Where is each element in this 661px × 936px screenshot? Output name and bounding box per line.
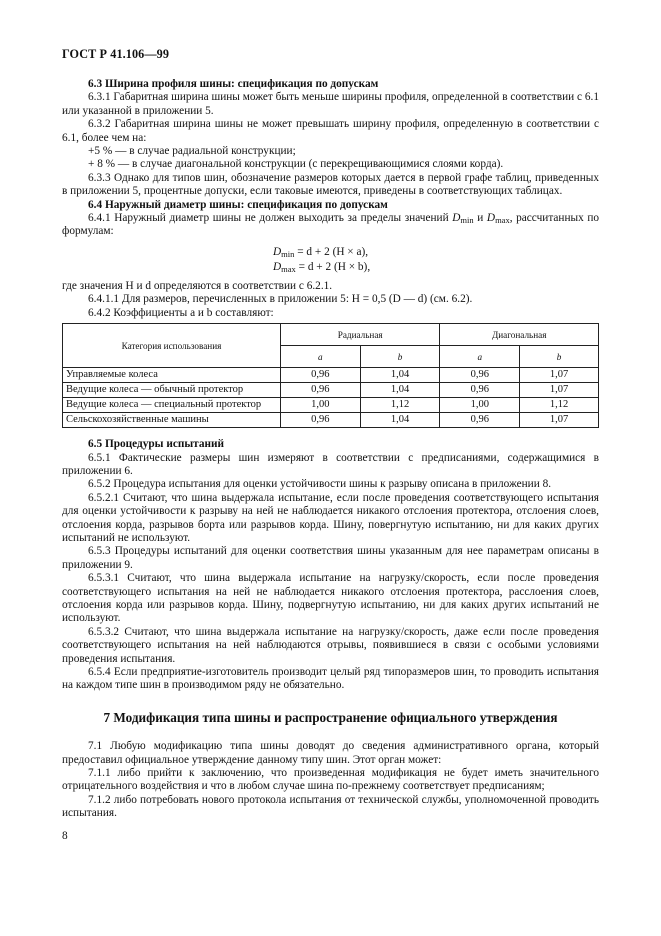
subscript-max: max bbox=[281, 264, 296, 275]
header-radial-b: b bbox=[360, 346, 440, 368]
table-cell-category: Сельскохозяйственные машины bbox=[63, 413, 281, 428]
table-row bbox=[63, 398, 599, 413]
para-6-3-2-item-2: + 8 % — в случае диагональной конструкции (с перекрещивающимися слоями корда). bbox=[88, 158, 504, 171]
table-cell: 1,04 bbox=[360, 368, 440, 383]
table-cell: 0,96 bbox=[280, 368, 360, 383]
table-cell: 0,96 bbox=[440, 368, 520, 383]
header-category: Категория использования bbox=[63, 324, 281, 368]
table-cell-category: Ведущие колеса — обычный протектор bbox=[63, 383, 281, 398]
table-cell: 0,96 bbox=[440, 413, 520, 428]
formula-dmin bbox=[273, 245, 599, 261]
para-6-3-3: 6.3.3 Однако для типов шин, обозначение размеров которых дается в первой графе таблиц, приведенных в приложении 5, процентные допуски, если таковые имеются, приведены в соответствующих таблицах. bbox=[62, 171, 599, 198]
section-6-3-title: 6.3 Ширина профиля шины: спецификация по допускам bbox=[88, 78, 379, 90]
table-cell: 0,96 bbox=[280, 383, 360, 398]
header-diagonal-b: b bbox=[520, 346, 599, 368]
subscript-max: max bbox=[495, 215, 510, 226]
para-6-3-2-item-1: +5 % — в случае радиальной конструкции; bbox=[88, 145, 296, 158]
header-radial: Радиальная bbox=[280, 324, 440, 346]
para-6-4-1-1: 6.4.1.1 Для размеров, перечисленных в приложении 5: H = 0,5 (D — d) (см. 6.2). bbox=[88, 293, 473, 306]
table-cell: 1,12 bbox=[360, 398, 440, 413]
table-cell: 0,96 bbox=[440, 383, 520, 398]
header-radial-a: a bbox=[280, 346, 360, 368]
table-cell: 1,12 bbox=[520, 398, 599, 413]
table-row bbox=[63, 368, 599, 383]
subscript-min: min bbox=[281, 248, 295, 259]
table-row bbox=[63, 413, 599, 428]
section-6-4-title: 6.4 Наружный диаметр шины: спецификация по допускам bbox=[88, 198, 388, 211]
table-cell-category: Ведущие колеса — специальный протектор bbox=[63, 398, 281, 413]
table-cell: 1,04 bbox=[360, 413, 440, 428]
table-cell: 0,96 bbox=[280, 413, 360, 428]
para-6-5-2-1: 6.5.2.1 Считают, что шина выдержала испытание, если после проведения соответствующего испытания для оценки устойчивости к разрыву на ней не наблюдается никакого отслоения протектора, отслоения слоев, отслоения корда, разрывов борта или разрывов корда. Шину, повергнутую испытанию, ни для каких других испытаний не используют. bbox=[62, 491, 599, 544]
table-row bbox=[63, 383, 599, 398]
document-header: ГОСТ Р 41.106—99 bbox=[62, 47, 170, 61]
para-7-1-2: 7.1.2 либо потребовать нового протокола испытания от технической службы, уполномоченной проводить испытания. bbox=[62, 793, 599, 820]
para-6-4-2: 6.4.2 Коэффициенты a и b составляют: bbox=[88, 306, 274, 319]
para-6-4-1-text: 6.4.1 Наружный диаметр шины не должен выходить за пределы значений bbox=[88, 212, 449, 225]
table-cell-category: Управляемые колеса bbox=[63, 368, 281, 383]
table-cell: 1,07 bbox=[520, 383, 599, 398]
formula-eq2: = d + 2 (H × b), bbox=[295, 261, 371, 274]
subscript-min: min bbox=[460, 215, 474, 226]
formula-eq1: = d + 2 (H × a), bbox=[294, 245, 369, 258]
symbol-d: D bbox=[273, 261, 282, 274]
para-6-3-1: 6.3.1 Габаритная ширина шины может быть меньше ширины профиля, определенной в соответствии с 6.1 или указанной в приложении 5. bbox=[62, 91, 599, 117]
table-cell: 1,00 bbox=[440, 398, 520, 413]
coefficient-table bbox=[62, 323, 599, 428]
table-cell: 1,04 bbox=[360, 383, 440, 398]
table-cell: 1,07 bbox=[520, 368, 599, 383]
formula-block bbox=[273, 245, 599, 276]
para-6-5-3-2: 6.5.3.2 Считают, что шина выдержала испытание на нагрузку/скорость, даже если после проведения соответствующего испытания на ней наблюдаются отрывы, появившиеся в связи с особыми условиями проведения испытания. bbox=[62, 625, 599, 665]
para-6-4-1 bbox=[62, 212, 599, 239]
para-6-5-3: 6.5.3 Процедуры испытаний для оценки соответствия шины указанным для нее параметрам описаны в приложении 9. bbox=[62, 545, 599, 571]
para-7-1: 7.1 Любую модификацию типа шины доводят до сведения административного органа, который предоставил официальное утверждение данному типу шин. Этот орган может: bbox=[62, 740, 599, 766]
header-diagonal: Диагональная bbox=[440, 324, 599, 346]
para-6-5-1: 6.5.1 Фактические размеры шин измеряют в соответствии с предписаниями, содержащимися в приложении 6. bbox=[62, 451, 599, 477]
para-6-5-2: 6.5.2 Процедура испытания для оценки устойчивости шины к разрыву описана в приложении 8. bbox=[88, 478, 552, 491]
para-6-5-4: 6.5.4 Если предприятие-изготовитель производит целый ряд типоразмеров шин, то проводить испытания на каждом типе шин в производимом ряду не обязательно. bbox=[62, 666, 599, 692]
section-6-5-title: 6.5 Процедуры испытаний bbox=[88, 438, 225, 451]
para-6-4-1-tail: , рассчитанных по формулам: bbox=[62, 212, 600, 238]
document-body bbox=[62, 78, 599, 821]
symbol-d: D bbox=[486, 212, 496, 225]
symbol-d: D bbox=[452, 212, 461, 225]
section-7-title: 7 Модификация типа шины и распространение официального утверждения bbox=[103, 709, 558, 725]
formula-dmax bbox=[273, 260, 599, 276]
symbol-d: D bbox=[273, 245, 282, 258]
table-cell: 1,00 bbox=[280, 398, 360, 413]
table-cell: 1,07 bbox=[520, 413, 599, 428]
header-diagonal-a: a bbox=[440, 346, 520, 368]
para-where: где значения H и d определяются в соответствии с 6.2.1. bbox=[62, 279, 333, 292]
para-7-1-1: 7.1.1 либо прийти к заключению, что произведенная модификация не будет иметь значительного отрицательного воздействия и что в любом случае шина по-прежнему соответствует предписаниям; bbox=[62, 767, 599, 793]
para-6-3-2: 6.3.2 Габаритная ширина шины не может превышать ширину профиля, определенную в соответствии с 6.1, более чем на: bbox=[62, 118, 599, 144]
word-and: и bbox=[477, 212, 484, 225]
page-number: 8 bbox=[62, 830, 68, 842]
para-6-5-3-1: 6.5.3.1 Считают, что шина выдержала испытание на нагрузку/скорость, если после проведения соответствующего испытания на ней не наблюдается никакого отслоения протектора, расслоения слоев, отслоения корда или разрывов корда. Шину, подвергнутую испытанию, ни для каких других испытаний не используют. bbox=[62, 572, 599, 625]
